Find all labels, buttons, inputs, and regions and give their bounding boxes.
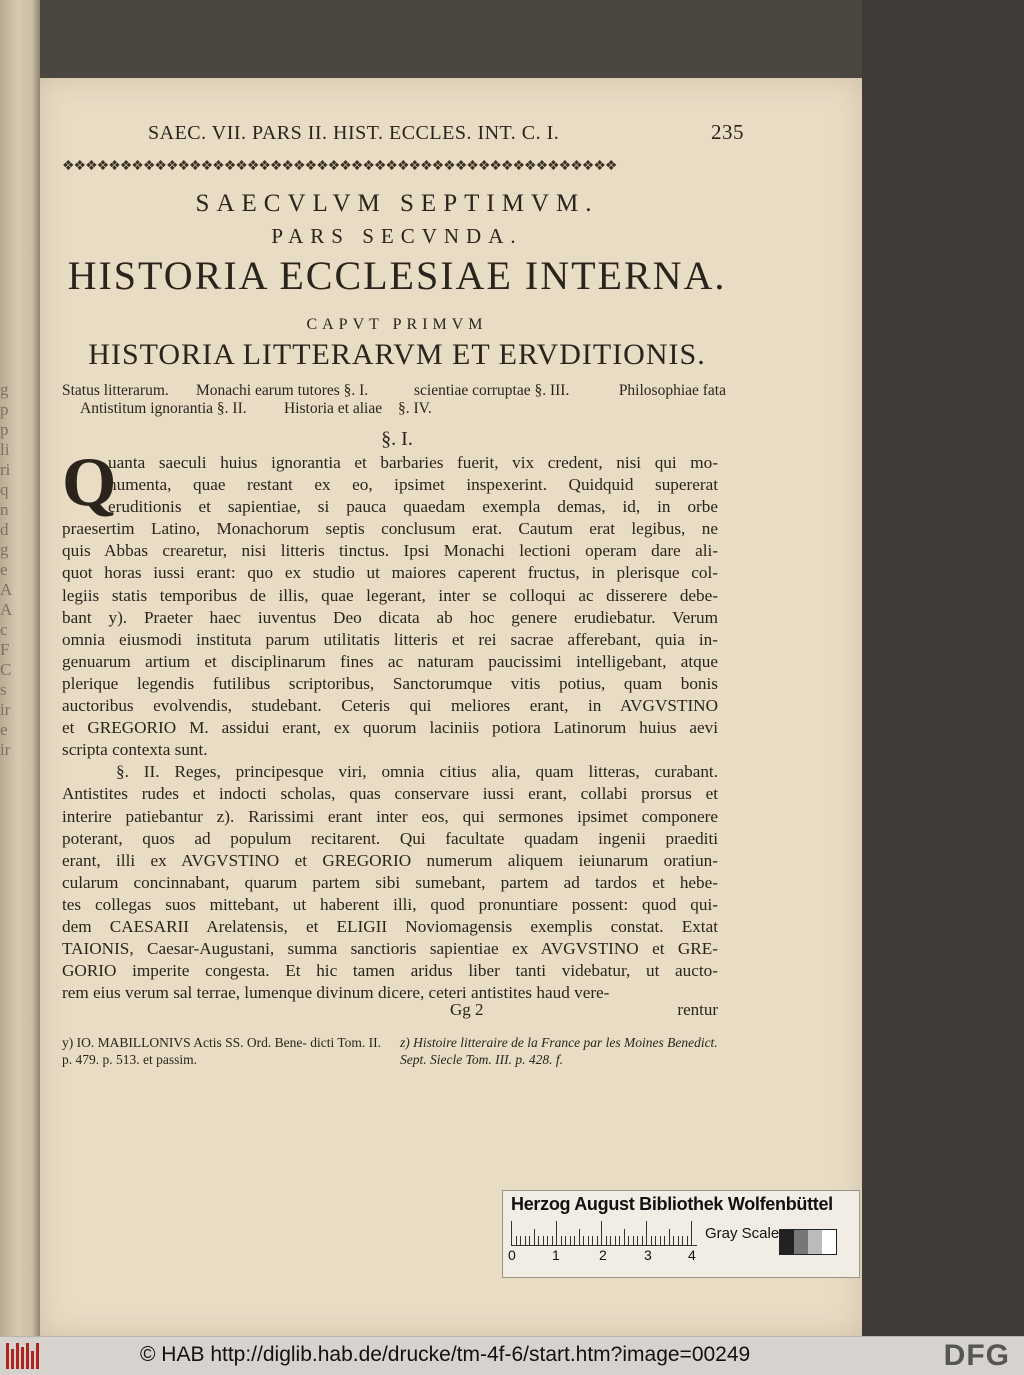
text-line: quot horas iussi erant: quo ex studio ut maiores caperent fructus, in plerisque col- (62, 563, 718, 583)
section-mark: §. I. (381, 428, 413, 450)
scale-digit: 0 (508, 1247, 516, 1263)
summary-scientiae: scientiae corruptae §. III. (414, 382, 570, 399)
prev-page-letter: e (0, 720, 8, 739)
text-line: bant y). Praeter haec iuventus Deo dicata ab hoc genere erudiebatur. Verum (62, 607, 718, 627)
previous-page-margin (0, 0, 40, 1336)
title-saeculum: SAECVLVM SEPTIMVM. (195, 190, 599, 217)
scale-digit: 1 (552, 1247, 560, 1263)
text-line: uanta saeculi huius ignorantia et barbaries fuerit, vix credent, nisi qui mo- (108, 453, 718, 472)
summary-philosophiae: Philosophiae fata (618, 382, 726, 399)
signature-mark: Gg 2 (450, 1000, 484, 1019)
library-name: Herzog August Bibliothek Wolfenbüttel (511, 1194, 833, 1214)
text-line: plerique legendis futilibus scriptoribus, Sanctorumque vitis potius, quam bonis (62, 673, 718, 693)
permalink[interactable]: © HAB http://diglib.hab.de/drucke/tm-4f-6/start.htm?image=00249 (140, 1343, 751, 1366)
gray-scale-label: Gray Scale (705, 1225, 780, 1242)
scan-background (862, 0, 1024, 1336)
page-number: 235 (711, 120, 744, 144)
prev-page-letter: F (0, 640, 10, 659)
text-line: rem eius verum sal terrae, lumenque divinum dicere, ceteri antistites haud vere- (62, 983, 610, 1003)
text-line: Antistites rudes et indocti scholas, quas conservare iussi erant, collabi prorsus et (62, 784, 718, 804)
text-line: GORIO imperite congesta. Et hic tamen aridus liber tanti videbatur, ut aucto- (62, 961, 718, 981)
summary-historia: Historia et aliae (284, 400, 383, 417)
title-pars: PARS SECVNDA. (271, 224, 523, 248)
prev-page-letter: n (0, 500, 9, 519)
scale-digits (508, 1247, 698, 1267)
text-line: legiis statis temporibus de illis, quae legerant, inter se colloqui ac disserere debe- (62, 585, 718, 605)
text-line: §. II. Reges, principesque viri, omnia citius alia, quam litteras, curabant. (116, 762, 718, 782)
prev-page-letter: c (0, 620, 8, 639)
summary-monachi: Monachi earum tutores §. I. (196, 382, 369, 399)
prev-page-letter: g (0, 540, 9, 559)
catchword: rentur (677, 1000, 718, 1019)
text-line: poterant, quos ad populum recitarent. Qui facultate quadam ingenii praediti (62, 828, 718, 848)
title-caput: CAPVT PRIMVM (306, 316, 488, 333)
prev-page-letter: A (0, 600, 13, 619)
prev-page-letter: A (0, 580, 13, 599)
body-text (62, 444, 718, 1004)
summary-antistitum: Antistitum ignorantia §. II. (80, 400, 247, 417)
prev-page-letter: p (0, 420, 9, 439)
scale-digit: 3 (644, 1247, 652, 1263)
running-head (148, 118, 744, 152)
prev-page-letter: li (0, 440, 10, 459)
title-historia-ecclesiae: HISTORIA ECCLESIAE INTERNA. (67, 253, 727, 298)
prev-page-letter: ir (0, 740, 11, 759)
text-line: dem CAESARII Arelatensis, et ELIGII Noviomagensis exemplis constat. Extat (62, 916, 718, 936)
text-line: auctoribus evolvendis, studebant. Ceteris qui meliores erant, in AVGVSTINO (62, 696, 718, 716)
catchline (62, 1000, 718, 1022)
prev-page-letter: q (0, 480, 9, 499)
section-2-paragraph (62, 761, 718, 1004)
section-1-paragraph (62, 444, 718, 761)
title-historia-litterarum: HISTORIA LITTERARVM ET ERVDITIONIS. (88, 338, 706, 371)
prev-page-letter: g (0, 380, 9, 399)
footnote-z: z) Histoire litteraire de la France par les Moines Benedict. Sept. Siecle Tom. III. p. 428. f. (400, 1035, 718, 1067)
hab-logo-icon (6, 1343, 46, 1369)
ornament-rule: ❖❖❖❖❖❖❖❖❖❖❖❖❖❖❖❖❖❖❖❖❖❖❖❖❖❖❖❖❖❖❖❖❖❖❖❖❖❖❖❖❖❖❖❖❖❖❖❖ (62, 159, 617, 174)
prev-page-letter: d (0, 520, 9, 539)
previous-page-letters (0, 380, 14, 760)
prev-page-letter: p (0, 400, 9, 419)
text-line: cularum concinnabant, quarum partem sibi sumebant, partem ad tardos et hebe- (62, 872, 718, 892)
prev-page-letter: ri (0, 460, 11, 479)
summary-status: Status litterarum. (62, 382, 169, 399)
chapter-summary (62, 382, 726, 418)
text-line: quis Abbas crearetur, nisi litteris tinctus. Ipsi Monachi lectioni operam dare ali- (62, 541, 718, 561)
text-line: erant, illi ex AVGVSTINO et GREGORIO numerum aliquem ieiunarum oratiun- (62, 850, 718, 870)
scale-digit: 4 (688, 1247, 696, 1263)
footnote-y: y) IO. MABILLONIVS Actis SS. Ord. Bene- dicti Tom. II. p. 479. p. 513. et passim. (62, 1035, 382, 1067)
text-line: omnia eiusmodi instituta parum utilitatis litteris et rei sacrae afferebant, quia in- (62, 629, 718, 649)
viewer-footer (0, 1336, 1024, 1375)
summary-section4: §. IV. (398, 400, 432, 417)
scale-ruler (511, 1219, 697, 1246)
text-line: eruditionis et sapientiae, si pauca quaedam exempla demas, id, in orbe (108, 497, 718, 517)
drop-cap: Q (62, 444, 117, 521)
text-line: et GREGORIO M. assidui erant, ex quorum laciniis potiora Latinorum huius aevi (62, 718, 718, 738)
running-head-title: SAEC. VII. PARS II. HIST. ECCLES. INT. C. I. (148, 122, 560, 144)
text-line: genuarum artium et disciplinarum fines ac naturam paucissimi intelligebant, atque (62, 651, 718, 671)
prev-page-letter: ir (0, 700, 11, 719)
text-line: interire patiebantur z). Rarissimi erant inter eos, qui sermones ipsimet componere (62, 806, 718, 826)
text-line: scripta contexta sunt. (62, 740, 208, 760)
text-line: TAIONIS, Caesar-Augustani, summa sanctioris sapientiae ex AVGVSTINO et GRE- (62, 939, 718, 959)
text-line: tes collegas suos mittebant, ut haberent illi, quod pronuntiare possent: quod qui- (62, 894, 718, 914)
prev-page-letter: e (0, 560, 8, 579)
text-line: numenta, quae restant ex eo, ipsimet inspexerint. Quidquid supererat (108, 475, 718, 495)
prev-page-letter: C (0, 660, 12, 679)
scale-digit: 2 (599, 1247, 607, 1263)
text-line: praesertim Latino, Monachorum septis conclusum erat. Cautum erat legibus, ne (62, 519, 718, 539)
gray-scale-swatches (779, 1229, 837, 1255)
library-color-chart (502, 1190, 860, 1278)
prev-page-letter: s (0, 680, 7, 699)
dfg-logo: DFG (943, 1339, 1010, 1372)
